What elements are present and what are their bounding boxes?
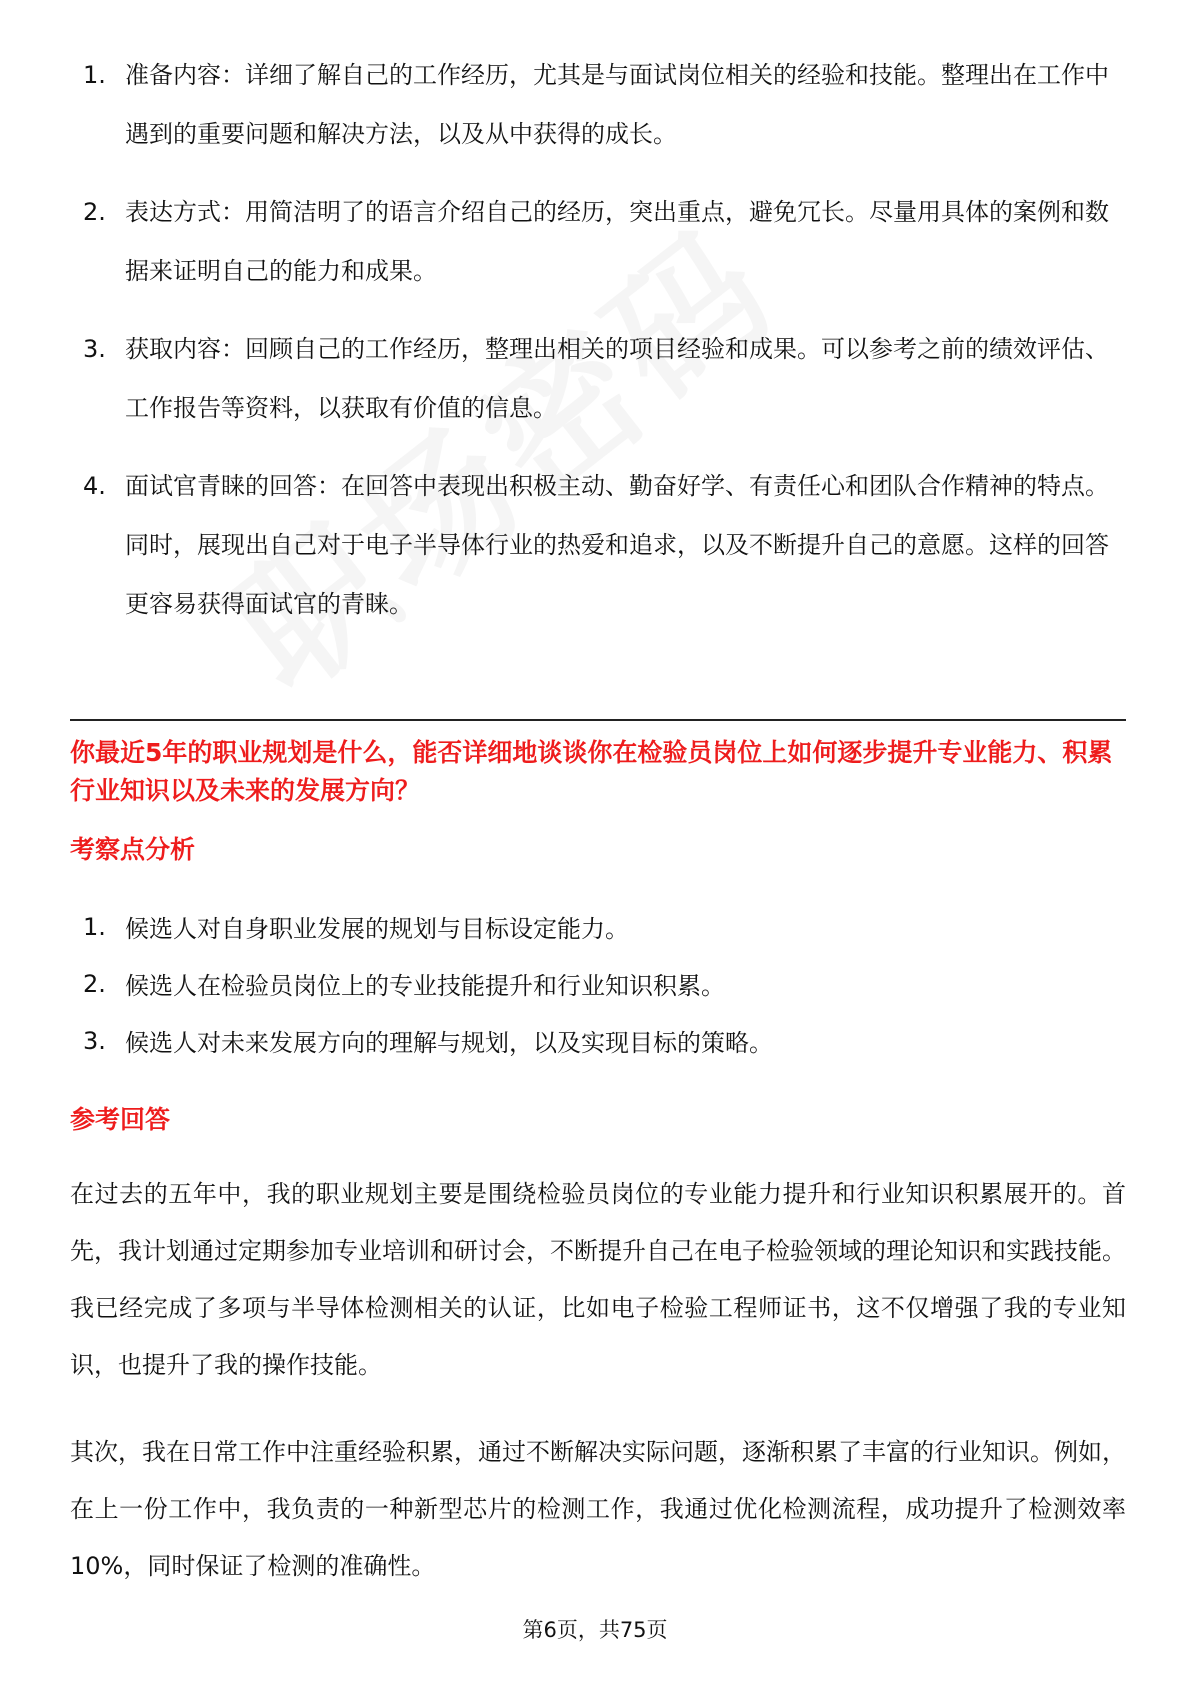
list-item bbox=[83, 320, 1113, 438]
list-number: 4. bbox=[83, 472, 106, 500]
page-number: 第6页，共75页 bbox=[522, 1618, 668, 1642]
analysis-list bbox=[83, 898, 1113, 1069]
list-item bbox=[83, 955, 1113, 1012]
list-number: 2. bbox=[83, 969, 106, 998]
section-divider bbox=[70, 719, 1126, 721]
list-item bbox=[83, 183, 1113, 301]
list-text: 面试官青睐的回答：在回答中表现出积极主动、勤奋好学、有责任心和团队合作精神的特点。同时，展现出自己对于电子半导体行业的热爱和追求，以及不断提升自己的意愿。这样的回答更容易获得面试官的青睐。 bbox=[125, 472, 1109, 618]
list-text: 获取内容：回顾自己的工作经历，整理出相关的项目经验和成果。可以参考之前的绩效评估、工作报告等资料，以获取有价值的信息。 bbox=[125, 335, 1109, 422]
list-item bbox=[83, 898, 1113, 955]
list-text: 准备内容：详细了解自己的工作经历，尤其是与面试岗位相关的经验和技能。整理出在工作中遇到的重要问题和解决方法，以及从中获得的成长。 bbox=[125, 61, 1109, 148]
list-number: 2. bbox=[83, 198, 106, 226]
interview-question: 你最近5年的职业规划是什么，能否详细地谈谈你在检验员岗位上如何逐步提升专业能力、积累行业知识以及未来的发展方向？ bbox=[70, 738, 1113, 805]
list-item bbox=[83, 1012, 1113, 1069]
list-number: 1. bbox=[83, 61, 106, 89]
answer-paragraph: 其次，我在日常工作中注重经验积累，通过不断解决实际问题，逐渐积累了丰富的行业知识。例如，在上一份工作中，我负责的一种新型芯片的检测工作，我通过优化检测流程，成功提升了检测效率10%，同时保证了检测的准确性。 bbox=[70, 1438, 1126, 1580]
list-text: 候选人对自身职业发展的规划与目标设定能力。 bbox=[125, 915, 629, 943]
list-text: 表达方式：用简洁明了的语言介绍自己的经历，突出重点，避免冗长。尽量用具体的案例和数据来证明自己的能力和成果。 bbox=[125, 198, 1109, 285]
list-number: 3. bbox=[83, 1026, 106, 1055]
list-number: 1. bbox=[83, 912, 106, 941]
list-item bbox=[83, 46, 1113, 164]
analysis-heading: 考察点分析 bbox=[70, 835, 196, 864]
list-item bbox=[83, 457, 1113, 634]
answer-paragraph: 在过去的五年中，我的职业规划主要是围绕检验员岗位的专业能力提升和行业知识积累展开的。首先，我计划通过定期参加专业培训和研讨会，不断提升自己在电子检验领域的理论知识和实践技能。我已经完成了多项与半导体检测相关的认证，比如电子检验工程师证书，这不仅增强了我的专业知识，也提升了我的操作技能。 bbox=[70, 1180, 1126, 1379]
list-number: 3. bbox=[83, 335, 106, 363]
list-text: 候选人对未来发展方向的理解与规划，以及实现目标的策略。 bbox=[125, 1029, 773, 1057]
list-text: 候选人在检验员岗位上的专业技能提升和行业知识积累。 bbox=[125, 972, 725, 1000]
answer-heading: 参考回答 bbox=[70, 1105, 171, 1134]
